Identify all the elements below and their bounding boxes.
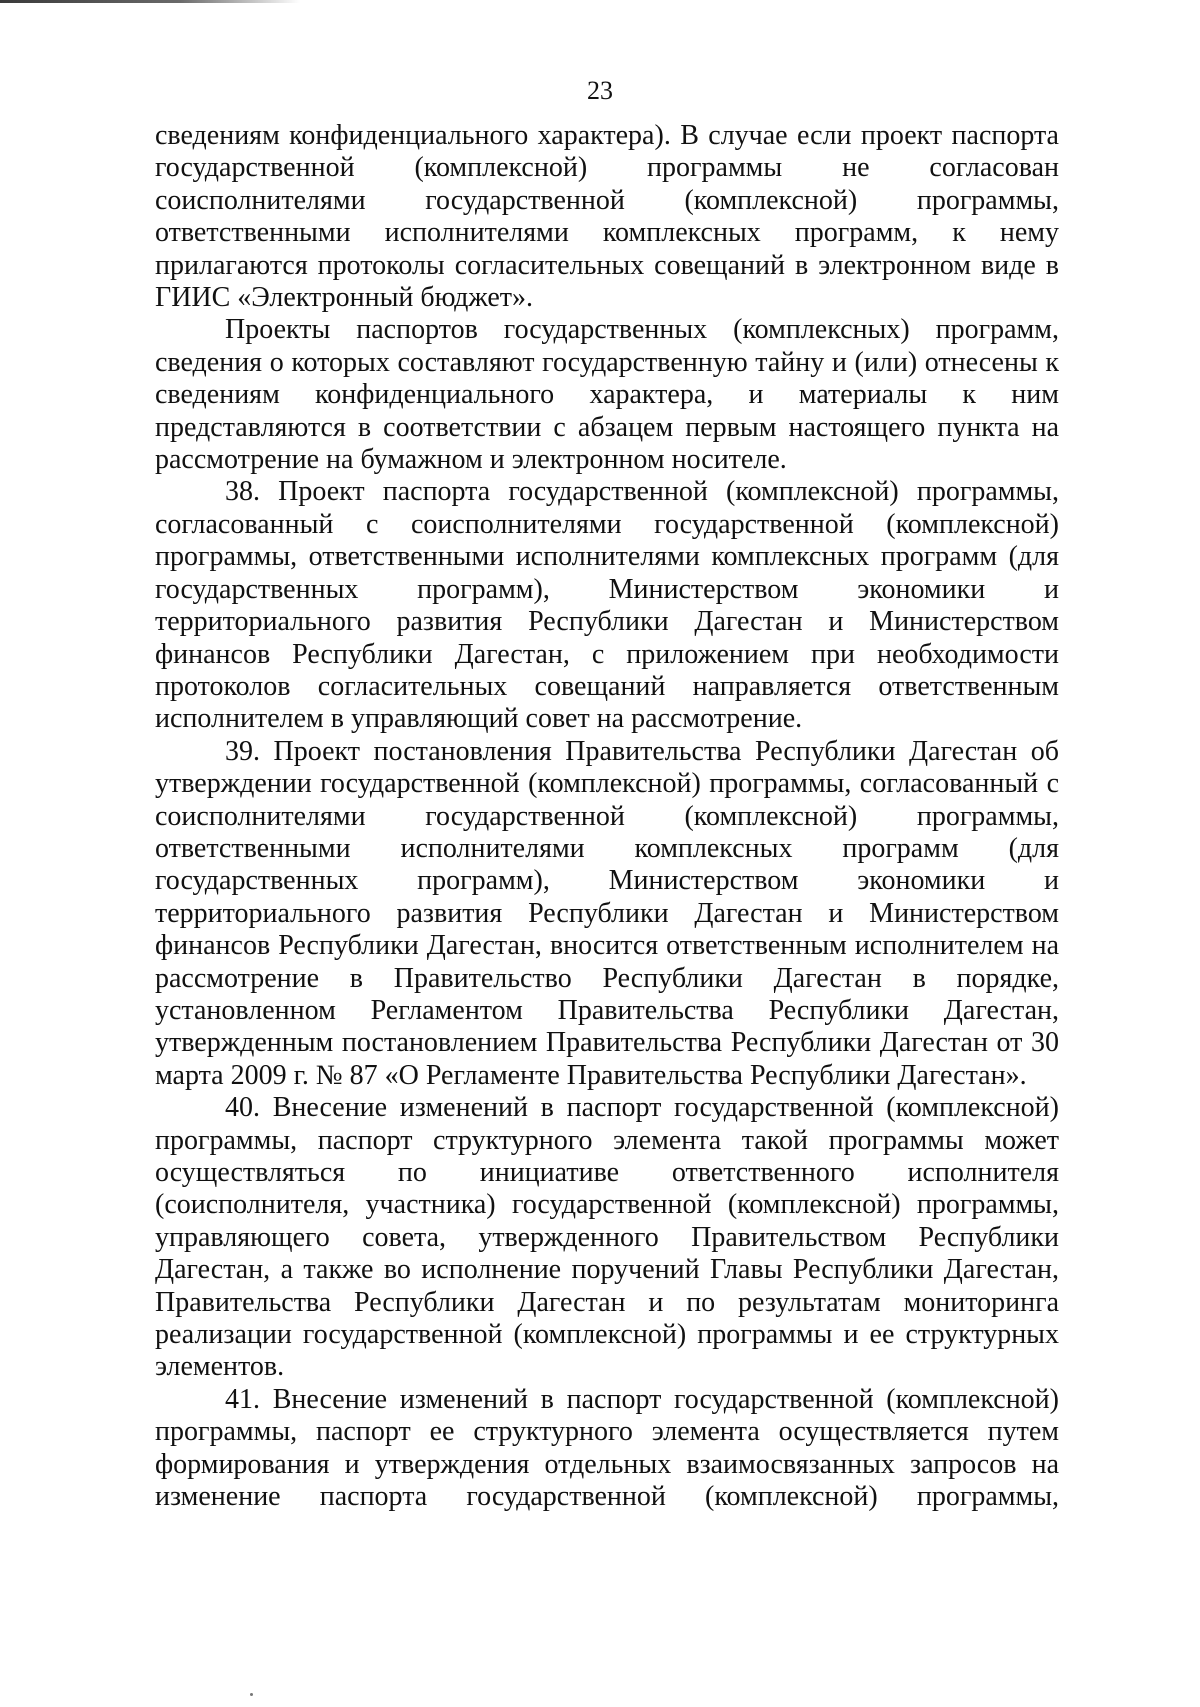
scan-speck [250, 1693, 253, 1696]
paragraph-secret-projects: Проекты паспортов государственных (комплексных) программ, сведения о которых составляют государственную тайну и (или) отнесены к сведениям конфиденциального характера, и материалы к ним представляются в соответствии с абзацем первым настоящего пункта на рассмотрение на бумажном и электронном носителе. [155, 314, 1059, 476]
paragraph-continuation: сведениям конфиденциального характера). В случае если проект паспорта государственной (комплексной) программы не согласован соисполнителями государственной (комплексной) программы, ответственными исполнителями комплексных программ, к нему прилагаются протоколы согласительных совещаний в электронном виде в ГИИС «Электронный бюджет». [155, 120, 1059, 314]
paragraph-item-39: 39. Проект постановления Правительства Республики Дагестан об утверждении государственной (комплексной) программы, согласованный с соисполнителями государственной (комплексной) программы, ответственными исполнителями комплексных программ (для государственных программ), Министерством экономики и территориального развития Республики Дагестан и Министерством финансов Республики Дагестан, вносится ответственным исполнителем на рассмотрение в Правительство Республики Дагестан в порядке, установленном Регламентом Правительства Республики Дагестан, утвержденным постановлением Правительства Республики Дагестан от 30 марта 2009 г. № 87 «О Регламенте Правительства Республики Дагестан». [155, 735, 1059, 1091]
paragraph-item-41: 41. Внесение изменений в паспорт государственной (комплексной) программы, паспорт ее структурного элемента осуществляется путем формирования и утверждения отдельных взаимосвязанных запросов на изменение паспорта государственной (комплексной) программы, [155, 1383, 1059, 1513]
paragraph-item-38: 38. Проект паспорта государственной (комплексной) программы, согласованный с соисполнителями государственной (комплексной) программы, ответственными исполнителями комплексных программ (для государственных программ), Министерством экономики и территориального развития Республики Дагестан и Министерством финансов Республики Дагестан, с приложением при необходимости протоколов согласительных совещаний направляется ответственным исполнителем в управляющий совет на рассмотрение. [155, 476, 1059, 735]
document-body [155, 120, 1059, 1513]
paragraph-item-40: 40. Внесение изменений в паспорт государственной (комплексной) программы, паспорт структурного элемента такой программы может осуществляться по инициативе ответственного исполнителя (соисполнителя, участника) государственной (комплексной) программы, управляющего совета, утвержденного Правительством Республики Дагестан, а также во исполнение поручений Главы Республики Дагестан, Правительства Республики Дагестан и по результатам мониторинга реализации государственной (комплексной) программы и ее структурных элементов. [155, 1092, 1059, 1383]
scan-edge-mark [0, 0, 300, 3]
page-number: 23 [587, 76, 613, 105]
